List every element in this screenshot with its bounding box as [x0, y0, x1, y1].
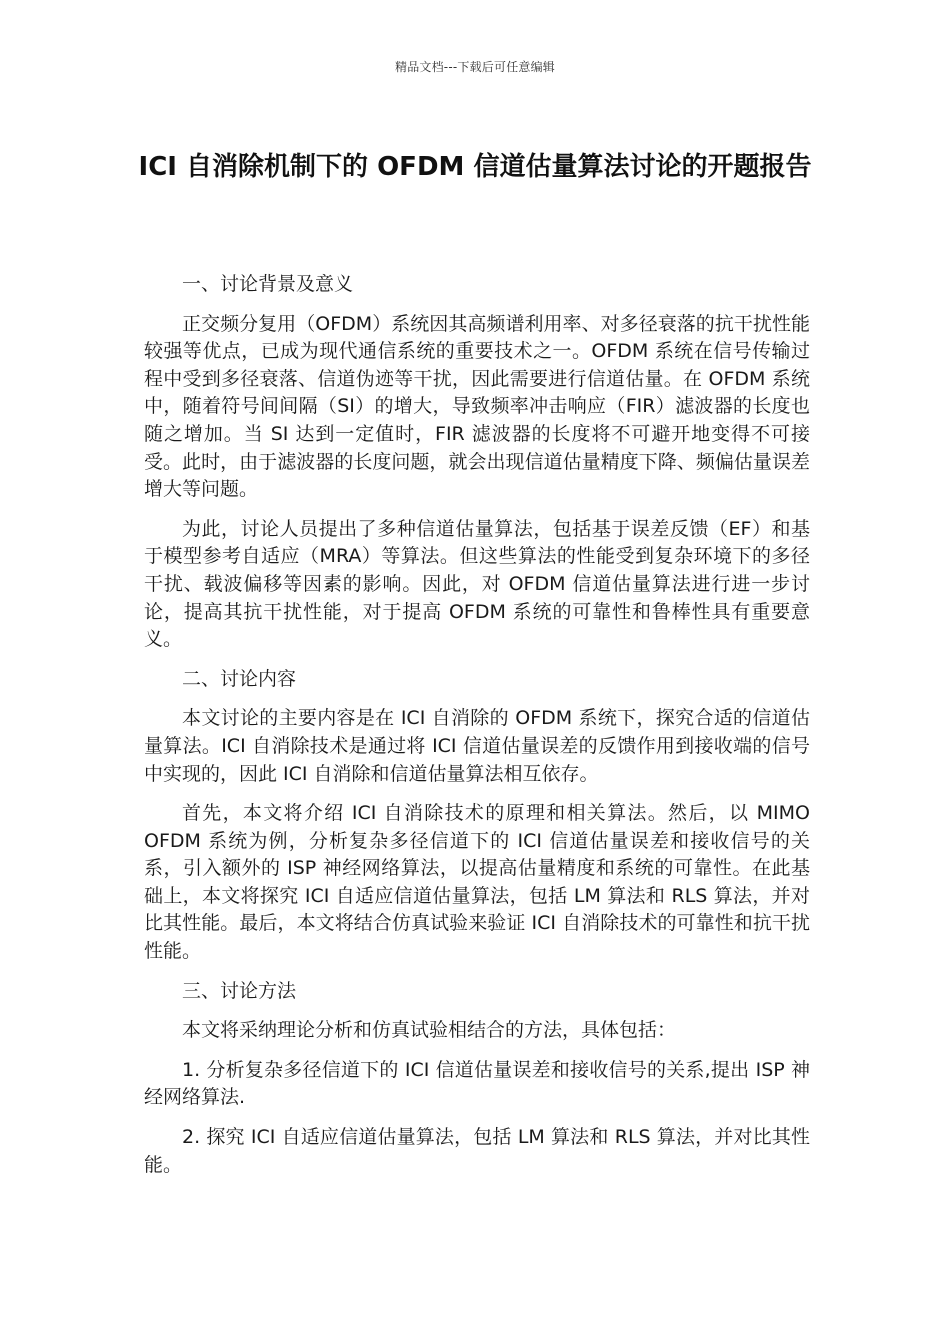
- paragraph-background-1: 正交频分复用（OFDM）系统因其高频谱利用率、对多径衰落的抗干扰性能较强等优点，已成为现代通信系统的重要技术之一。OFDM 系统在信号传输过程中受到多径衰落、信道伪迹等干扰，因此需要进行信道估量。在 OFDM 系统中，随着符号间间隔（SI）的增大，导致频率冲击响应（FIR）滤波器的长度也随之增加。当 SI 达到一定值时，FIR 滤波器的长度将不可避开地变得不可接受。此时，由于滤波器的长度问题，就会出现信道估量精度下降、频偏估量误差增大等问题。: [144, 312, 810, 501]
- paragraph-method-intro: 本文将采纳理论分析和仿真试验相结合的方法，具体包括：: [182, 1019, 677, 1042]
- paragraph-background-2: 为此，讨论人员提出了多种信道估量算法，包括基于误差反馈（EF）和基于模型参考自适应（MRA）等算法。但这些算法的性能受到复杂环境下的多径干扰、载波偏移等因素的影响。因此，对 OFDM 信道估量算法进行进一步讨论，提高其抗干扰性能，对于提高 OFDM 系统的可靠性和鲁棒性具有重要意义。: [144, 517, 810, 651]
- document-body: [144, 271, 810, 1191]
- paragraph-content-2: 首先，本文将介绍 ICI 自消除技术的原理和相关算法。然后，以 MIMO OFDM 系统为例，分析复杂多径信道下的 ICI 信道估量误差和接收信号的关系，引入额外的 ISP 神经网络算法，以提高估量精度和系统的可靠性。在此基础上，本文将探究 ICI 自适应信道估量算法，包括 LM 算法和 RLS 算法，并对比其性能。最后，本文将结合仿真试验来验证 ICI 自消除技术的可靠性和抗干扰性能。: [144, 802, 810, 963]
- section-heading-content: 二、讨论内容: [182, 667, 297, 690]
- section-heading-method: 三、讨论方法: [182, 979, 297, 1002]
- section-heading-background: 一、讨论背景及意义: [182, 273, 354, 295]
- list-item-method-1: 1. 分析复杂多径信道下的 ICI 信道估量误差和接收信号的关系,提出 ISP 神经网络算法.: [144, 1058, 810, 1109]
- document-title: ICI 自消除机制下的 OFDM 信道估量算法讨论的开题报告: [138, 152, 812, 182]
- header-note: 精品文档---下载后可任意编辑: [395, 60, 555, 74]
- list-item-method-2: 2. 探究 ICI 自适应信道估量算法，包括 LM 算法和 RLS 算法，并对比其性能。: [144, 1126, 810, 1176]
- paragraph-content-1: 本文讨论的主要内容是在 ICI 自消除的 OFDM 系统下，探究合适的信道估量算法。ICI 自消除技术是通过将 ICI 信道估量误差的反馈作用到接收端的信号中实现的，因此 ICI 自消除和信道估量算法相互依存。: [144, 707, 810, 785]
